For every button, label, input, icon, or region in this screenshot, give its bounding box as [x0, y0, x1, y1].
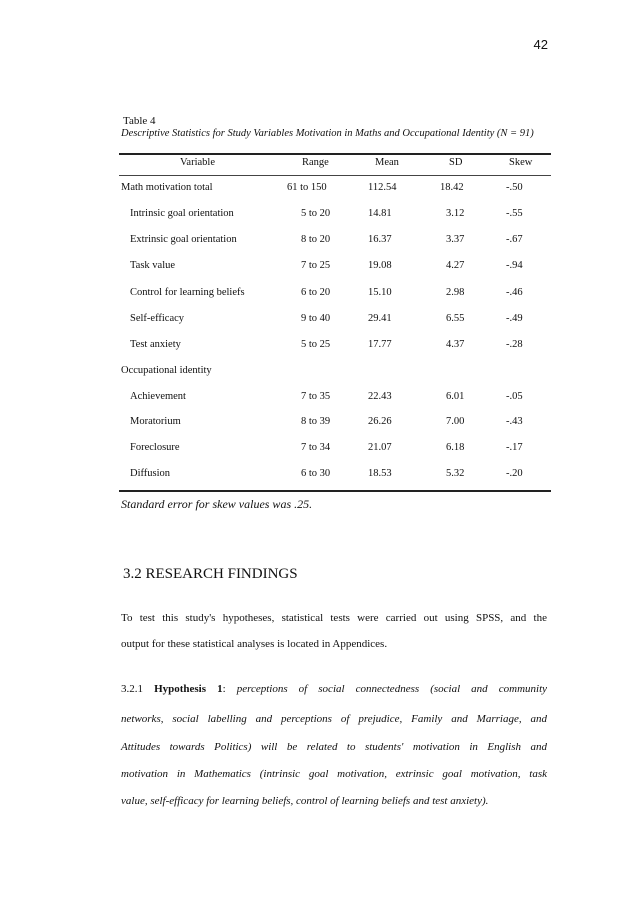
hypothesis-line: value, self-efficacy for learning beliefs, control of learning beliefs and test anxiety). [121, 795, 489, 807]
section-heading: 3.2 RESEARCH FINDINGS [123, 566, 298, 582]
row-mean: 22.43 [368, 391, 392, 402]
row-range: 7 to 35 [301, 391, 331, 402]
row-sd: 7.00 [446, 416, 465, 427]
row-mean: 19.08 [368, 260, 392, 271]
row-sd: 3.12 [446, 208, 465, 219]
row-skew: -.05 [506, 391, 523, 402]
row-skew: -.94 [506, 260, 523, 271]
row-mean: 15.10 [368, 287, 392, 298]
row-sd: 2.98 [446, 287, 465, 298]
table-caption: Descriptive Statistics for Study Variables Motivation in Maths and Occupational Identity (N = 91) [121, 128, 534, 139]
row-skew: -.28 [506, 339, 523, 350]
row-range: 7 to 25 [301, 260, 331, 271]
row-sd: 6.18 [446, 442, 465, 453]
row-variable: Self-efficacy [130, 313, 185, 324]
header-skew: Skew [509, 157, 533, 168]
row-variable: Intrinsic goal orientation [130, 208, 234, 219]
row-mean: 18.53 [368, 468, 392, 479]
hypothesis-line: motivation in Mathematics (intrinsic goal motivation, extrinsic goal motivation, task [121, 768, 547, 780]
table-bottom-rule [119, 490, 551, 492]
row-variable: Math motivation total [121, 182, 213, 193]
row-mean: 14.81 [368, 208, 392, 219]
row-variable: Task value [130, 260, 176, 271]
row-variable: Diffusion [130, 468, 171, 479]
row-variable: Control for learning beliefs [130, 287, 245, 298]
row-skew: -.67 [506, 234, 523, 245]
row-skew: -.46 [506, 287, 523, 298]
row-group-heading: Occupational identity [121, 365, 212, 376]
hypothesis-line: Attitudes towards Politics) will be related to students' motivation in English and [121, 741, 547, 753]
row-skew: -.49 [506, 313, 523, 324]
paragraph-line: To test this study's hypotheses, statistical tests were carried out using SPSS, and the [121, 612, 547, 624]
row-variable: Foreclosure [130, 442, 180, 453]
row-mean: 21.07 [368, 442, 392, 453]
paragraph-line: output for these statistical analyses is located in Appendices. [121, 638, 388, 650]
hypothesis-line [121, 683, 547, 695]
hypothesis-line: networks, social labelling and perceptions of prejudice, Family and Marriage, and [121, 713, 547, 725]
row-sd: 4.37 [446, 339, 465, 350]
table-header-rule [119, 175, 551, 176]
row-sd: 6.01 [446, 391, 465, 402]
subsection-number: 3.2.1 [121, 683, 143, 695]
row-sd: 18.42 [440, 182, 464, 193]
row-mean: 112.54 [368, 182, 397, 193]
row-variable: Extrinsic goal orientation [130, 234, 237, 245]
row-range: 61 to 150 [287, 182, 327, 193]
hypothesis-text: perceptions of social connectedness (social and community [236, 683, 548, 695]
row-skew: -.50 [506, 182, 523, 193]
header-mean: Mean [375, 157, 399, 168]
header-variable: Variable [180, 157, 215, 168]
header-range: Range [302, 157, 329, 168]
row-range: 9 to 40 [301, 313, 331, 324]
row-variable: Achievement [130, 391, 186, 402]
table-top-rule [119, 153, 551, 155]
row-variable: Moratorium [130, 416, 181, 427]
row-range: 8 to 39 [301, 416, 331, 427]
row-skew: -.55 [506, 208, 523, 219]
page-number: 42 [533, 37, 548, 52]
row-skew: -.17 [506, 442, 523, 453]
row-range: 8 to 20 [301, 234, 331, 245]
row-sd: 5.32 [446, 468, 465, 479]
row-skew: -.20 [506, 468, 523, 479]
row-sd: 3.37 [446, 234, 465, 245]
row-mean: 26.26 [368, 416, 392, 427]
row-sd: 6.55 [446, 313, 465, 324]
row-range: 6 to 30 [301, 468, 331, 479]
hypothesis-label: Hypothesis 1 [154, 683, 223, 695]
row-range: 5 to 25 [301, 339, 331, 350]
row-range: 6 to 20 [301, 287, 331, 298]
row-mean: 17.77 [368, 339, 392, 350]
row-skew: -.43 [506, 416, 523, 427]
table-footnote: Standard error for skew values was .25. [121, 497, 313, 511]
row-sd: 4.27 [446, 260, 465, 271]
hypothesis-colon: : [222, 683, 226, 695]
row-variable: Test anxiety [130, 339, 181, 350]
header-sd: SD [449, 157, 463, 168]
row-range: 5 to 20 [301, 208, 331, 219]
row-mean: 16.37 [368, 234, 392, 245]
row-mean: 29.41 [368, 313, 392, 324]
table-label: Table 4 [123, 115, 156, 127]
row-range: 7 to 34 [301, 442, 331, 453]
